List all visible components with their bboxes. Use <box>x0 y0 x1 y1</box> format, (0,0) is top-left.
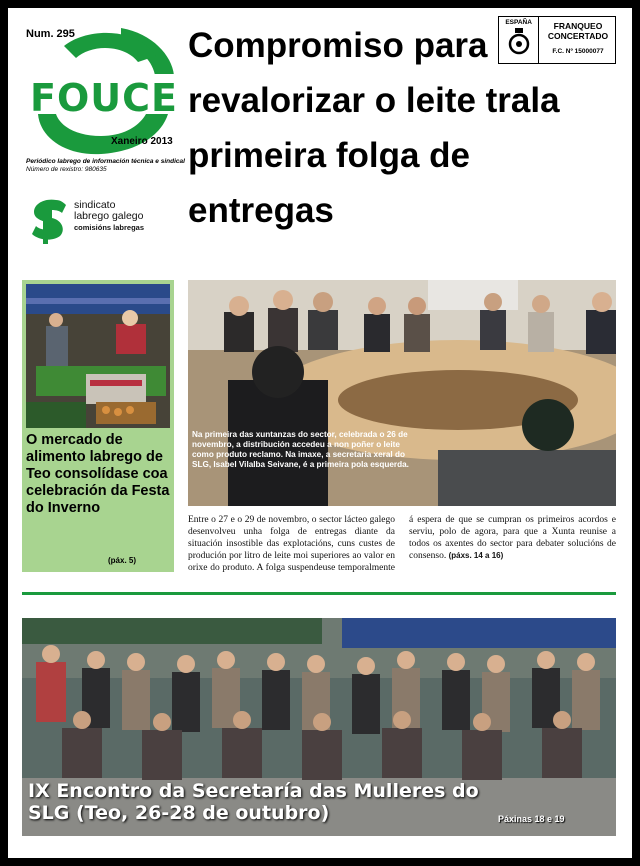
main-headline: Compromiso para revalorizar o leite trala primeira folga de entregas <box>188 26 560 230</box>
section-divider <box>22 592 616 595</box>
issue-number: Num. 295 <box>26 28 75 40</box>
article-body <box>188 514 616 576</box>
slg-name <box>74 200 144 233</box>
group-photo-caption: IX Encontro da Secretaría das Mulleres do SLG (Teo, 26-28 de outubro) <box>28 780 479 824</box>
stamp-line2: CONCERTADO <box>547 31 609 41</box>
fouce-wordmark: FOUCE <box>30 76 178 120</box>
stamp-registration: F.C. Nº 15000077 <box>552 48 604 55</box>
side-story-title: O mercado de alimento labrego de Teo consolídase coa celebración da Festa do Inverno <box>26 432 170 516</box>
slg-logo-icon <box>26 196 70 244</box>
stamp-country: ESPAÑA <box>505 19 532 26</box>
market-photo <box>26 284 170 428</box>
side-story-page: (páx. 5) <box>108 556 137 565</box>
postage-stamp <box>498 16 616 64</box>
article-text: Entre o 27 e o 29 de novembro, o sector lácteo galego desenvolveu unha folga de entregas diante da situación insostible das explotacións, cuns custes de produción por litro de leite moi superiores ao valor en orixe do produto. A folga suspendeuse temporalmente á espera de que se cumpran os primeiros acordos e serviu, polo de agora, para que a Xunta reunise a todos os axentes do sector para debater solucións de consenso. <box>188 515 616 573</box>
stamp-line1: FRANQUEO <box>553 21 603 31</box>
issue-date: Xaneiro 2013 <box>111 136 173 147</box>
group-photo-pages: Páxinas 18 e 19 <box>498 814 565 824</box>
tagline-text: Periódico labrego de información técnica e sindical <box>26 158 185 165</box>
posthorn-crown-icon <box>504 26 534 56</box>
meeting-photo-caption: Na primeira das xuntanzas do sector, celebrada o 26 de novembro, a distribución accedeu a non poñer o leite como produto reclamo. Na imaxe, a secretaria xeral do SLG, Isabel Vilalba Seivane, é a primeira pola esquerda. <box>192 430 409 469</box>
tagline <box>26 158 186 174</box>
slg-name-line2: labrego galego <box>74 210 144 222</box>
slg-name-line1: sindicato <box>74 199 116 211</box>
registration-number: Número de rexistro: 980635 <box>26 166 107 173</box>
meeting-photo <box>188 280 616 506</box>
article-page-ref: (páxs. 14 a 16) <box>448 551 504 560</box>
front-page <box>8 8 632 858</box>
slg-subtitle: comisións labregas <box>74 223 145 232</box>
slg-logo <box>26 196 186 244</box>
